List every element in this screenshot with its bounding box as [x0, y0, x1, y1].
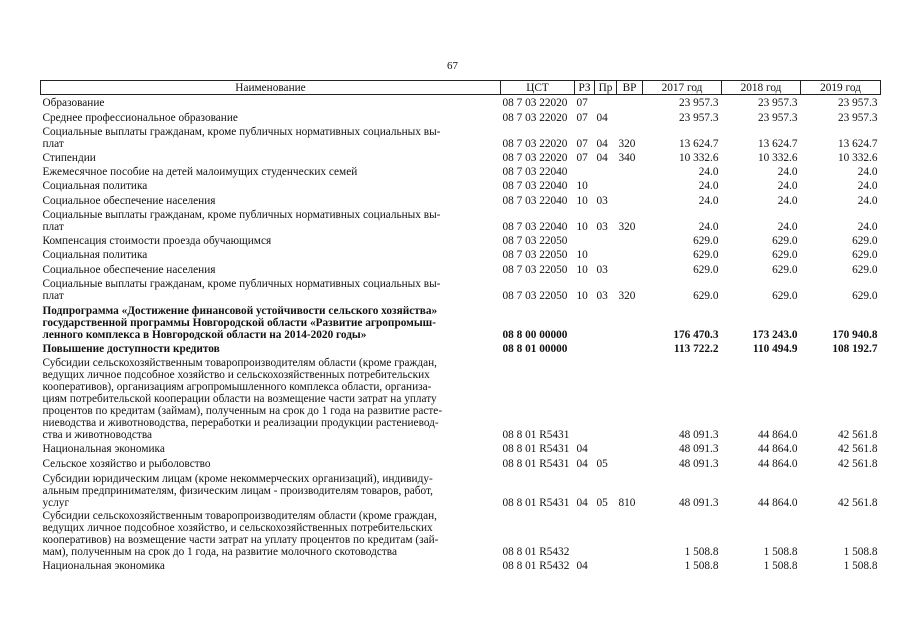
cell-2018: 629.0	[772, 289, 798, 302]
cell-2019: 42 561.8	[837, 496, 878, 509]
cell-2018: 13 624.7	[757, 137, 798, 150]
cell-2019: 10 332.6	[837, 151, 878, 164]
cell-name: Социальное обеспечение населения	[42, 263, 216, 276]
table-row	[41, 164, 881, 178]
cell-name: Повышение доступности кредитов	[42, 342, 220, 355]
cell-pr: 04	[596, 137, 608, 150]
cell-pr	[595, 509, 617, 558]
cell-pr	[595, 355, 617, 441]
cell-cst: 08 7 03 22050	[502, 263, 568, 276]
header-cst: ЦСТ	[501, 81, 575, 95]
cell-2017: 176 470.3	[673, 328, 719, 341]
table-row	[41, 95, 881, 110]
cell-rz: 04	[576, 496, 588, 509]
cell-2019: 108 192.7	[832, 342, 878, 355]
cell-name: Ежемесячное пособие на детей малоимущих студенческих семей	[42, 166, 358, 179]
cell-2017: 629.0	[693, 289, 719, 302]
cell-2017: 629.0	[693, 263, 719, 276]
cell-2018: 44 864.0	[757, 457, 798, 470]
table-row	[41, 207, 881, 233]
cell-rz: 10	[576, 180, 588, 193]
cell-rz: 07	[576, 97, 588, 110]
cell-2019: 13 624.7	[837, 137, 878, 150]
table-row	[41, 247, 881, 261]
cell-cst: 08 7 03 22050	[502, 235, 568, 248]
cell-cst: 08 7 03 22040	[502, 166, 568, 179]
table-row	[41, 276, 881, 302]
cell-cst: 08 8 01 R5431	[502, 428, 570, 441]
cell-2019: 23 957.3	[837, 97, 878, 110]
cell-name: Образование	[42, 97, 105, 110]
cell-2018: 24.0	[777, 180, 798, 193]
cell-vr: 320	[618, 220, 636, 233]
cell-2018: 44 864.0	[757, 428, 798, 441]
cell-2018: 629.0	[772, 235, 798, 248]
table-row	[41, 192, 881, 206]
table-row	[41, 150, 881, 164]
cell-vr	[617, 247, 643, 261]
cell-2017: 24.0	[698, 194, 719, 207]
cell-rz: 10	[576, 249, 588, 262]
cell-pr: 03	[596, 220, 608, 233]
table-row	[41, 470, 881, 509]
cell-vr	[617, 558, 643, 572]
cell-rz	[575, 233, 595, 247]
table-row	[41, 233, 881, 247]
cell-rz: 10	[576, 220, 588, 233]
header-pr: Пр	[595, 81, 617, 95]
cell-cst: 08 8 01 R5431	[502, 457, 570, 470]
cell-cst: 08 8 01 R5431	[502, 496, 570, 509]
cell-2019: 629.0	[852, 289, 878, 302]
cell-2019: 24.0	[857, 166, 878, 179]
cell-cst: 08 8 00 00000	[502, 328, 568, 341]
cell-name: Сельское хозяйство и рыболовство	[42, 457, 211, 470]
cell-pr: 03	[596, 194, 608, 207]
cell-cst: 08 7 03 22040	[502, 180, 568, 193]
cell-name: Социальная политика	[42, 249, 148, 262]
cell-pr	[595, 247, 617, 261]
cell-2018: 24.0	[777, 220, 798, 233]
cell-cst: 08 7 03 22020	[502, 111, 568, 124]
cell-2017: 48 091.3	[678, 443, 719, 456]
cell-cst: 08 8 01 R5432	[502, 545, 570, 558]
cell-pr	[595, 558, 617, 572]
cell-rz: 07	[576, 137, 588, 150]
cell-2019: 629.0	[852, 263, 878, 276]
cell-pr	[595, 178, 617, 192]
cell-cst: 08 7 03 22050	[502, 289, 568, 302]
cell-cst: 08 8 01 00000	[502, 342, 568, 355]
cell-2017: 24.0	[698, 166, 719, 179]
cell-2019: 629.0	[852, 235, 878, 248]
cell-2017: 24.0	[698, 180, 719, 193]
cell-name: Субсидии сельскохозяйственным товаропроизводителям области (кроме граждан, ведущих личное подсобное хозяйство, и сельскохозяйственных потребительских кооперативов) на возмещение части затрат на уплату процентов по кредитам (зай- мам), полученным на срок до 1 года, на развитие молочного скотоводства	[42, 509, 439, 558]
table-row	[41, 109, 881, 123]
cell-rz: 04	[576, 559, 588, 572]
header-2019: 2019 год	[801, 81, 881, 95]
cell-cst: 08 7 03 22020	[502, 97, 568, 110]
cell-vr	[617, 164, 643, 178]
cell-cst: 08 8 01 R5431	[502, 443, 570, 456]
header-name: Наименование	[41, 81, 501, 95]
page-number: 67	[447, 60, 458, 72]
cell-pr	[595, 95, 617, 110]
cell-name: Национальная экономика	[42, 443, 165, 456]
cell-2017: 13 624.7	[678, 137, 719, 150]
cell-cst: 08 8 01 R5432	[502, 559, 570, 572]
cell-2018: 629.0	[772, 249, 798, 262]
cell-rz	[575, 302, 595, 341]
cell-2019: 24.0	[857, 180, 878, 193]
cell-pr	[595, 341, 617, 355]
cell-2018: 44 864.0	[757, 443, 798, 456]
cell-2019: 42 561.8	[837, 428, 878, 441]
table-row	[41, 355, 881, 441]
header-2018: 2018 год	[722, 81, 801, 95]
cell-pr	[595, 441, 617, 455]
cell-rz: 10	[576, 194, 588, 207]
cell-pr: 05	[596, 457, 608, 470]
cell-2018: 24.0	[777, 166, 798, 179]
cell-pr: 03	[596, 263, 608, 276]
cell-2018: 23 957.3	[757, 111, 798, 124]
cell-vr: 320	[618, 289, 636, 302]
cell-name: Социальное обеспечение населения	[42, 194, 216, 207]
cell-2017: 1 508.8	[684, 545, 719, 558]
cell-pr	[595, 233, 617, 247]
cell-2018: 1 508.8	[763, 559, 798, 572]
cell-pr	[595, 302, 617, 341]
header-2017: 2017 год	[643, 81, 722, 95]
cell-name: Национальная экономика	[42, 559, 165, 572]
cell-vr	[617, 233, 643, 247]
cell-rz	[575, 355, 595, 441]
table-row	[41, 558, 881, 572]
header-rz: РЗ	[575, 81, 595, 95]
cell-cst: 08 7 03 22040	[502, 220, 568, 233]
cell-2017: 48 091.3	[678, 428, 719, 441]
cell-2019: 170 940.8	[832, 328, 878, 341]
cell-2018: 24.0	[777, 194, 798, 207]
cell-2019: 1 508.8	[843, 559, 878, 572]
cell-name: Компенсация стоимости проезда обучающимся	[42, 235, 272, 248]
header-vr: ВР	[617, 81, 643, 95]
cell-cst: 08 7 03 22020	[502, 151, 568, 164]
cell-2017: 48 091.3	[678, 457, 719, 470]
cell-2017: 629.0	[693, 249, 719, 262]
cell-rz: 04	[576, 457, 588, 470]
cell-name: Социальные выплаты гражданам, кроме публичных нормативных социальных вы- плат	[42, 277, 441, 302]
cell-vr	[617, 302, 643, 341]
cell-name: Среднее профессиональное образование	[42, 111, 238, 124]
cell-name: Субсидии юридическим лицам (кроме некоммерческих организаций), индивиду- альным предпринимателям, физическим лицам - производителям товаров, работ, услуг	[42, 472, 433, 509]
cell-2017: 629.0	[693, 235, 719, 248]
cell-rz: 04	[576, 443, 588, 456]
cell-vr: 340	[618, 151, 636, 164]
cell-2019: 42 561.8	[837, 457, 878, 470]
cell-rz: 07	[576, 151, 588, 164]
cell-vr	[617, 109, 643, 123]
table-row	[41, 178, 881, 192]
cell-rz	[575, 341, 595, 355]
cell-pr: 03	[596, 289, 608, 302]
table-row	[41, 441, 881, 455]
cell-pr: 05	[596, 496, 608, 509]
table-row	[41, 261, 881, 275]
budget-table	[40, 80, 881, 572]
cell-2019: 1 508.8	[843, 545, 878, 558]
cell-name: Стипендии	[42, 151, 96, 164]
cell-name: Социальные выплаты гражданам, кроме публичных нормативных социальных вы- плат	[42, 208, 441, 233]
table-row	[41, 509, 881, 558]
cell-pr: 04	[596, 151, 608, 164]
cell-pr	[595, 164, 617, 178]
cell-2018: 1 508.8	[763, 545, 798, 558]
cell-2017: 48 091.3	[678, 496, 719, 509]
cell-2017: 1 508.8	[684, 559, 719, 572]
cell-vr: 320	[618, 137, 636, 150]
cell-2019: 24.0	[857, 194, 878, 207]
cell-cst: 08 7 03 22050	[502, 249, 568, 262]
cell-vr	[617, 509, 643, 558]
cell-2018: 173 243.0	[752, 328, 798, 341]
cell-rz: 10	[576, 263, 588, 276]
cell-vr	[617, 441, 643, 455]
cell-2019: 23 957.3	[837, 111, 878, 124]
table-row	[41, 302, 881, 341]
table-row	[41, 455, 881, 469]
cell-rz	[575, 509, 595, 558]
cell-2018: 629.0	[772, 263, 798, 276]
cell-2018: 23 957.3	[757, 97, 798, 110]
cell-name: Социальная политика	[42, 180, 148, 193]
cell-pr: 04	[596, 111, 608, 124]
cell-cst: 08 7 03 22020	[502, 137, 568, 150]
cell-2019: 42 561.8	[837, 443, 878, 456]
cell-vr	[617, 341, 643, 355]
cell-2018: 44 864.0	[757, 496, 798, 509]
table-row	[41, 124, 881, 150]
cell-2018: 110 494.9	[752, 342, 798, 355]
cell-vr	[617, 455, 643, 469]
table-body	[41, 95, 881, 572]
cell-vr	[617, 192, 643, 206]
cell-2017: 23 957.3	[678, 97, 719, 110]
cell-vr	[617, 95, 643, 110]
cell-2018: 10 332.6	[757, 151, 798, 164]
cell-vr	[617, 261, 643, 275]
cell-2019: 629.0	[852, 249, 878, 262]
cell-2019: 24.0	[857, 220, 878, 233]
cell-vr: 810	[618, 496, 636, 509]
cell-vr	[617, 355, 643, 441]
cell-cst: 08 7 03 22040	[502, 194, 568, 207]
cell-2017: 10 332.6	[678, 151, 719, 164]
table-header	[41, 81, 881, 95]
cell-name: Социальные выплаты гражданам, кроме публичных нормативных социальных вы- плат	[42, 125, 441, 150]
cell-name: Субсидии сельскохозяйственным товаропроизводителям области (кроме граждан, ведущих личное подсобное хозяйство и сельскохозяйственных потребительских кооперативов), организациям агропромышленного комплекса области, организа- циям потребительской кооперации области на возмещение части затрат на уплату процентов по кредитам (займам), полученным на срок до 1 года на развитие расте- ниеводства и животноводства, переработки и реализации продукции растениевод- ства и животноводства	[42, 356, 443, 441]
table-row	[41, 341, 881, 355]
cell-2017: 23 957.3	[678, 111, 719, 124]
cell-2017: 113 722.2	[673, 342, 719, 355]
cell-rz	[575, 164, 595, 178]
cell-rz: 10	[576, 289, 588, 302]
cell-rz: 07	[576, 111, 588, 124]
cell-vr	[617, 178, 643, 192]
cell-2017: 24.0	[698, 220, 719, 233]
cell-name: Подпрограмма «Достижение финансовой устойчивости сельского хозяйства» государственной программы Новгородской области «Развитие агропромыш- ленного комплекса в Новгородской области на 2014-2020 годы»	[42, 304, 438, 341]
